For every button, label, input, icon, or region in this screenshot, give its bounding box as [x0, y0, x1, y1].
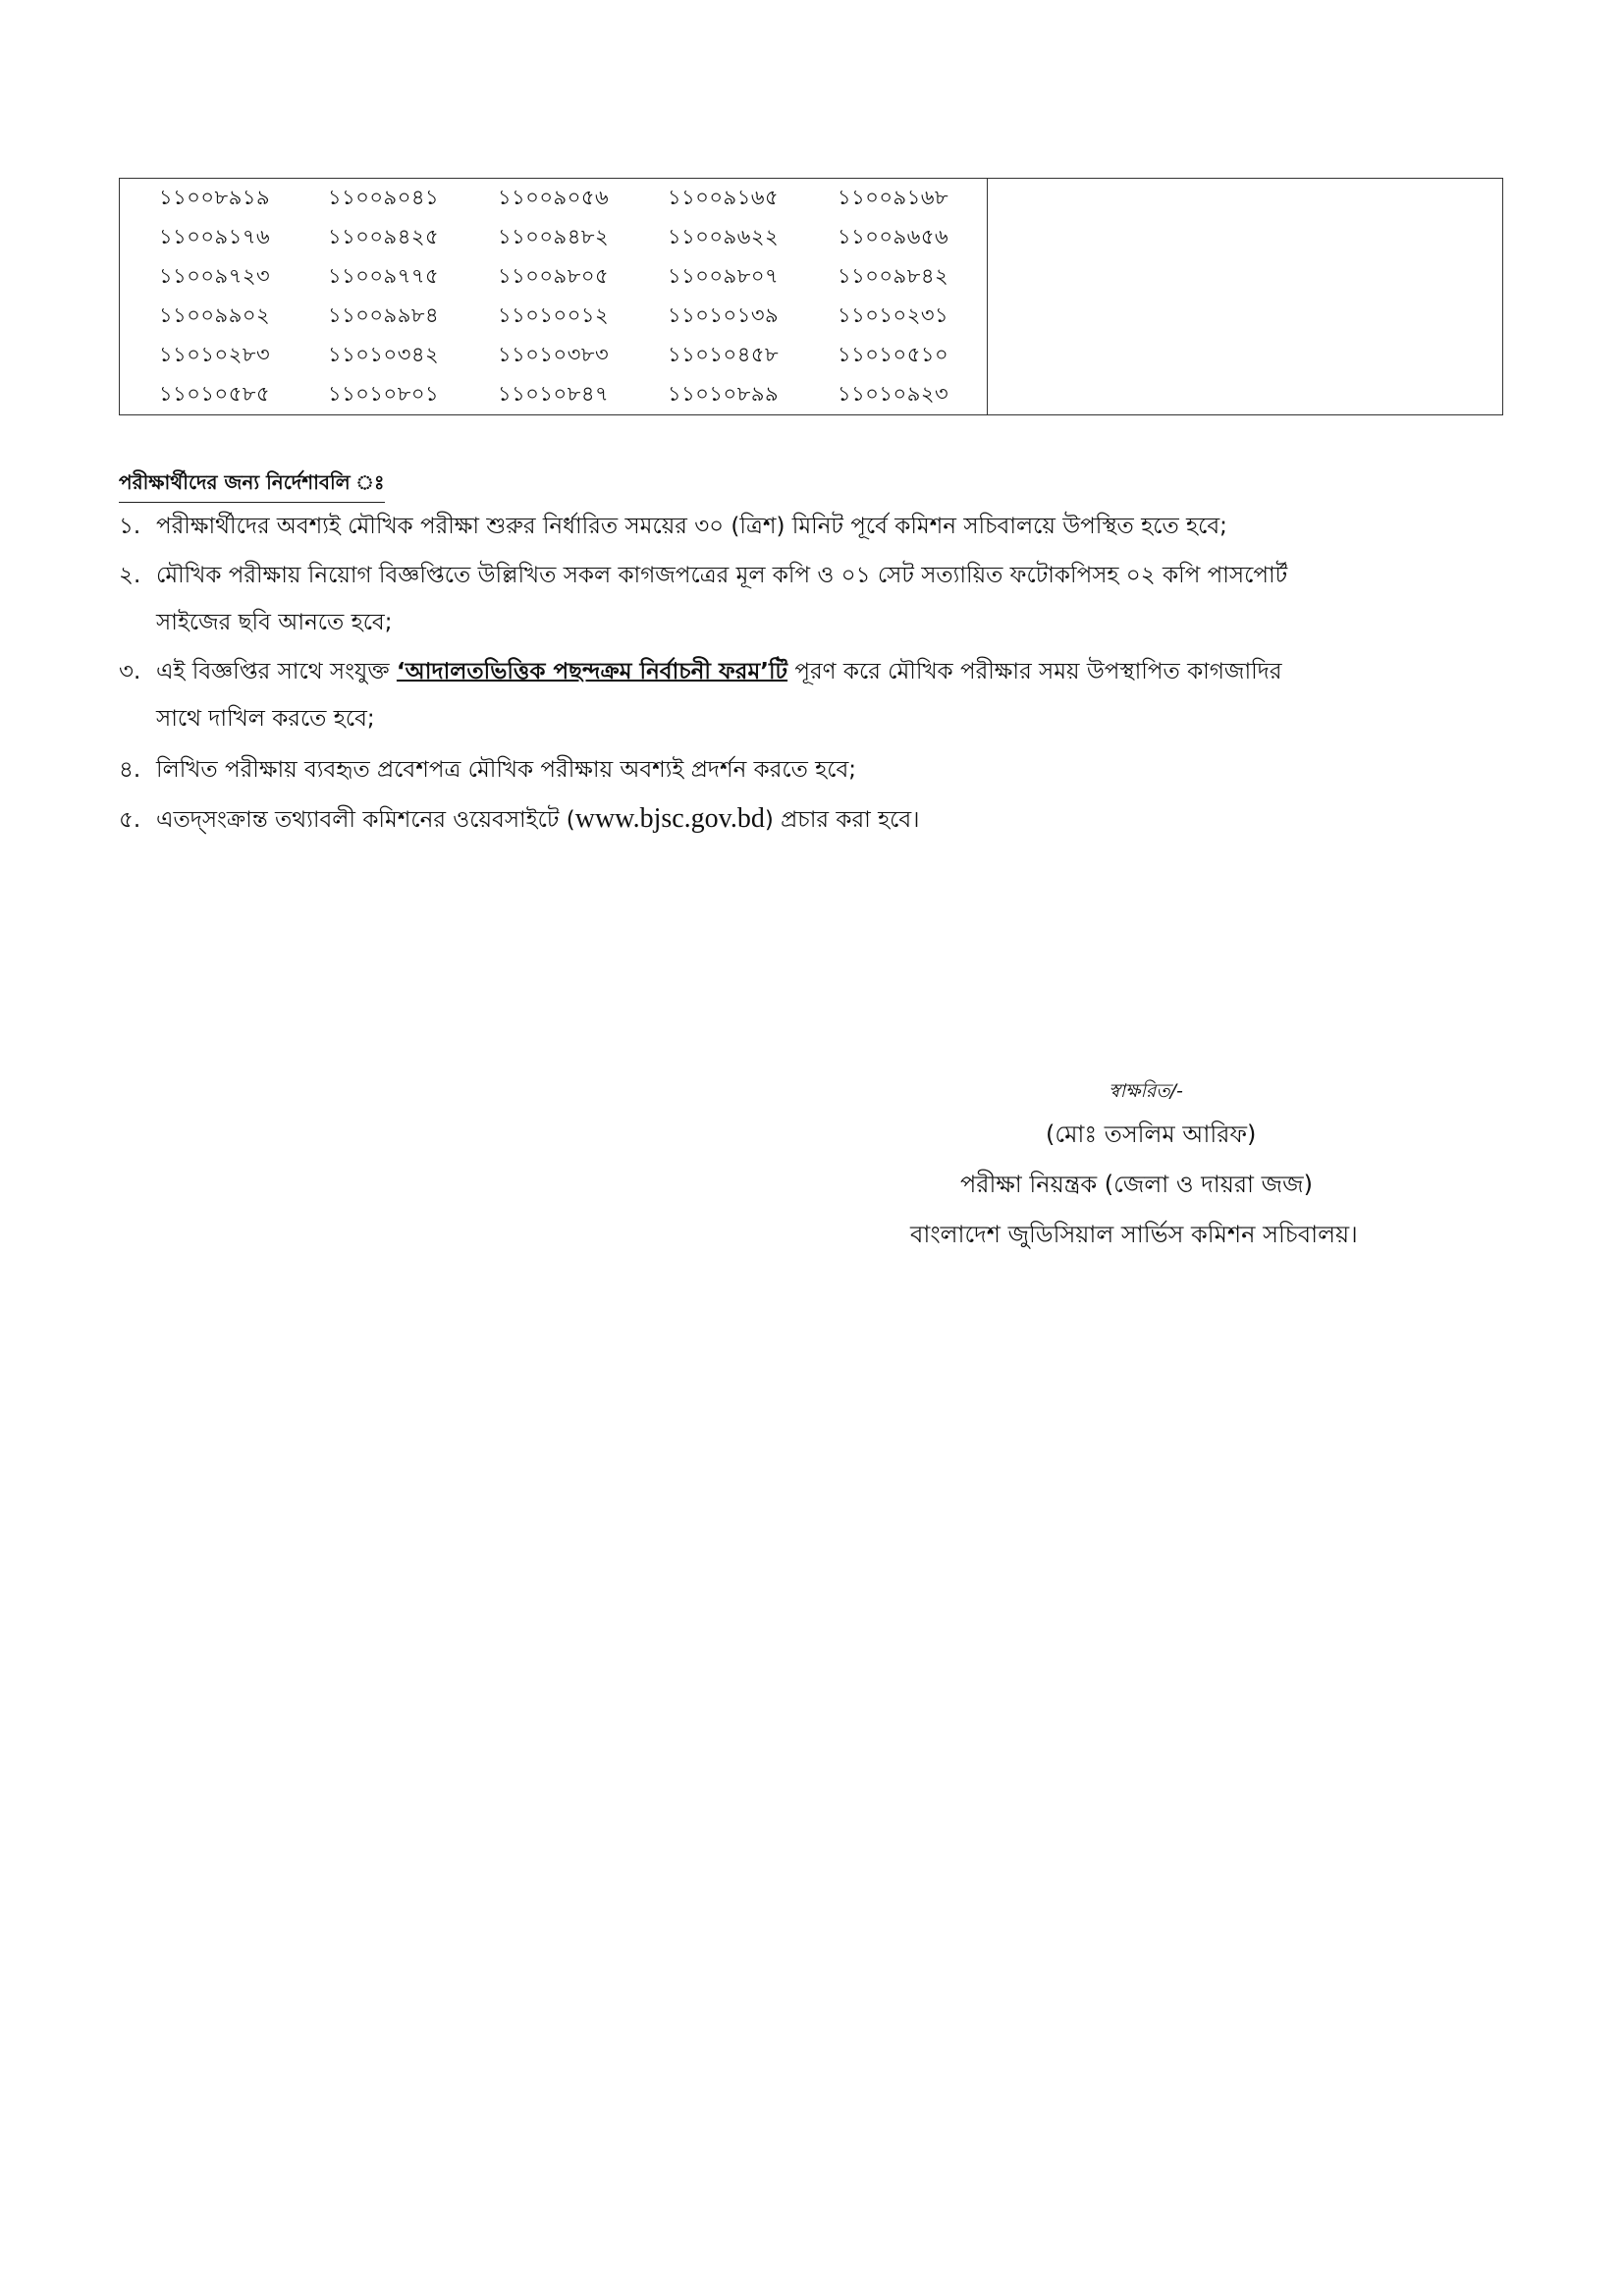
roll-number-cell: ১১০০৯১৭৬	[159, 224, 271, 248]
item-text: লিখিত পরীক্ষায় ব্যবহৃত প্রবেশপত্র মৌখিক পরীক্ষায় অবশ্যই প্রদর্শন করতে হবে;	[156, 757, 857, 783]
item-text: এতদ্‌সংক্রান্ত তথ্যাবলী কমিশনের ওয়েবসাইটে (	[156, 807, 575, 833]
item-text: পরীক্ষার্থীদের অবশ্যই মৌখিক পরীক্ষা শুরুর নির্ধারিত সময়ের ৩০ (ত্রিশ) মিনিট পূর্বে কমিশন সচিবালয়ে উপস্থিত হতে হবে;	[156, 514, 1227, 539]
roll-number-cell: ১১০০৯১৬৫	[668, 185, 780, 209]
signed-note: স্বাক্ষরিত/-	[1109, 1080, 1183, 1102]
roll-number-cell: ১১০১০৯২৩	[838, 381, 949, 406]
item-number: ৩.	[119, 659, 141, 684]
instruction-item-1	[119, 503, 1513, 550]
roll-number-cell: ১১০১০৫৮৫	[159, 381, 271, 406]
item-text-continued: সাইজের ছবি আনতে হবে;	[156, 610, 393, 635]
item-number: ৫.	[119, 807, 141, 833]
roll-number-cell: ১১০১০৩৮৩	[498, 342, 610, 366]
item-number: ১.	[119, 514, 141, 539]
roll-number-table	[119, 178, 1503, 415]
instructions-heading: পরীক্ষার্থীদের জন্য নির্দেশাবলি ঃ	[119, 468, 385, 503]
roll-number-cell: ১১০০৯০৪১	[328, 185, 440, 209]
roll-number-cell: ১১০১০২৩১	[838, 302, 949, 327]
roll-number-cell: ১১০১০৮০১	[328, 381, 440, 406]
roll-number-cell: ১১০১০৮৪৭	[498, 381, 610, 406]
roll-number-cell: ১১০০৯৮০৫	[498, 263, 610, 288]
instruction-item-4	[119, 746, 1513, 793]
roll-number-cell: ১১০১০৫১০	[838, 342, 949, 366]
empty-column	[988, 179, 1503, 415]
item-number: ২.	[119, 563, 141, 588]
item-text-after: ) প্রচার করা হবে।	[764, 807, 920, 833]
roll-number-cell: ১১০১০৪৫৮	[668, 342, 780, 366]
website-link[interactable]: www.bjsc.gov.bd	[574, 803, 765, 834]
roll-number-cell: ১১০১০৮৯৯	[668, 381, 780, 406]
roll-number-cell: ১১০০৮৯১৯	[159, 185, 271, 209]
roll-number-cell: ১১০০৯৮০৭	[668, 263, 780, 288]
roll-number-cell: ১১০১০২৮৩	[159, 342, 271, 366]
roll-number-cell: ১১০১০০১২	[498, 302, 610, 327]
item-number: ৪.	[119, 757, 141, 783]
item-text-continued: সাথে দাখিল করতে হবে;	[156, 706, 375, 732]
item-text: এই বিজ্ঞপ্তির সাথে সংযুক্ত	[156, 659, 390, 684]
table-row	[120, 179, 1503, 219]
form-name-emphasis: ‘আদালতভিত্তিক পছন্দক্রম নির্বাচনী ফরম’টি	[396, 659, 788, 684]
roll-number-cell: ১১০০৯৮৪২	[838, 263, 949, 288]
roll-number-cell: ১১০০৯১৬৮	[838, 185, 949, 209]
roll-number-cell: ১১০০৯০৫৬	[498, 185, 610, 209]
instruction-item-2	[119, 552, 1513, 646]
instruction-item-5	[119, 795, 1513, 844]
roll-number-cell: ১১০০৯৭২৩	[159, 263, 271, 288]
roll-number-cell: ১১০০৯৬২২	[668, 224, 780, 248]
roll-number-cell: ১১০০৯৭৭৫	[328, 263, 440, 288]
roll-number-cell: ১১০০৯৯০২	[159, 302, 271, 327]
roll-number-cell: ১১০০৯৬৫৬	[838, 224, 949, 248]
roll-number-cell: ১১০০৯৪২৫	[328, 224, 440, 248]
item-text-after: পূরণ করে মৌখিক পরীক্ষার সময় উপস্থাপিত কাগজাদির	[794, 659, 1282, 684]
roll-number-cell: ১১০০৯৪৮২	[498, 224, 610, 248]
roll-table-body	[120, 179, 1503, 415]
signatory-office: বাংলাদেশ জুডিসিয়াল সার্ভিস কমিশন সচিবালয়।	[910, 1221, 1358, 1248]
signatory-name: (মোঃ তসলিম আরিফ)	[1046, 1121, 1257, 1148]
item-text: মৌখিক পরীক্ষায় নিয়োগ বিজ্ঞপ্তিতে উল্লিখিত সকল কাগজপত্রের মূল কপি ও ০১ সেট সত্যায়িত ফটোকপিসহ ০২ কপি পাসপোর্ট	[156, 563, 1288, 588]
roll-number-cell: ১১০০৯৯৮৪	[328, 302, 440, 327]
instruction-item-3	[119, 648, 1513, 742]
signatory-designation: পরীক্ষা নিয়ন্ত্রক (জেলা ও দায়রা জজ)	[960, 1171, 1313, 1198]
roll-number-cell: ১১০১০১৩৯	[668, 302, 780, 327]
roll-number-cell: ১১০১০৩৪২	[328, 342, 440, 366]
